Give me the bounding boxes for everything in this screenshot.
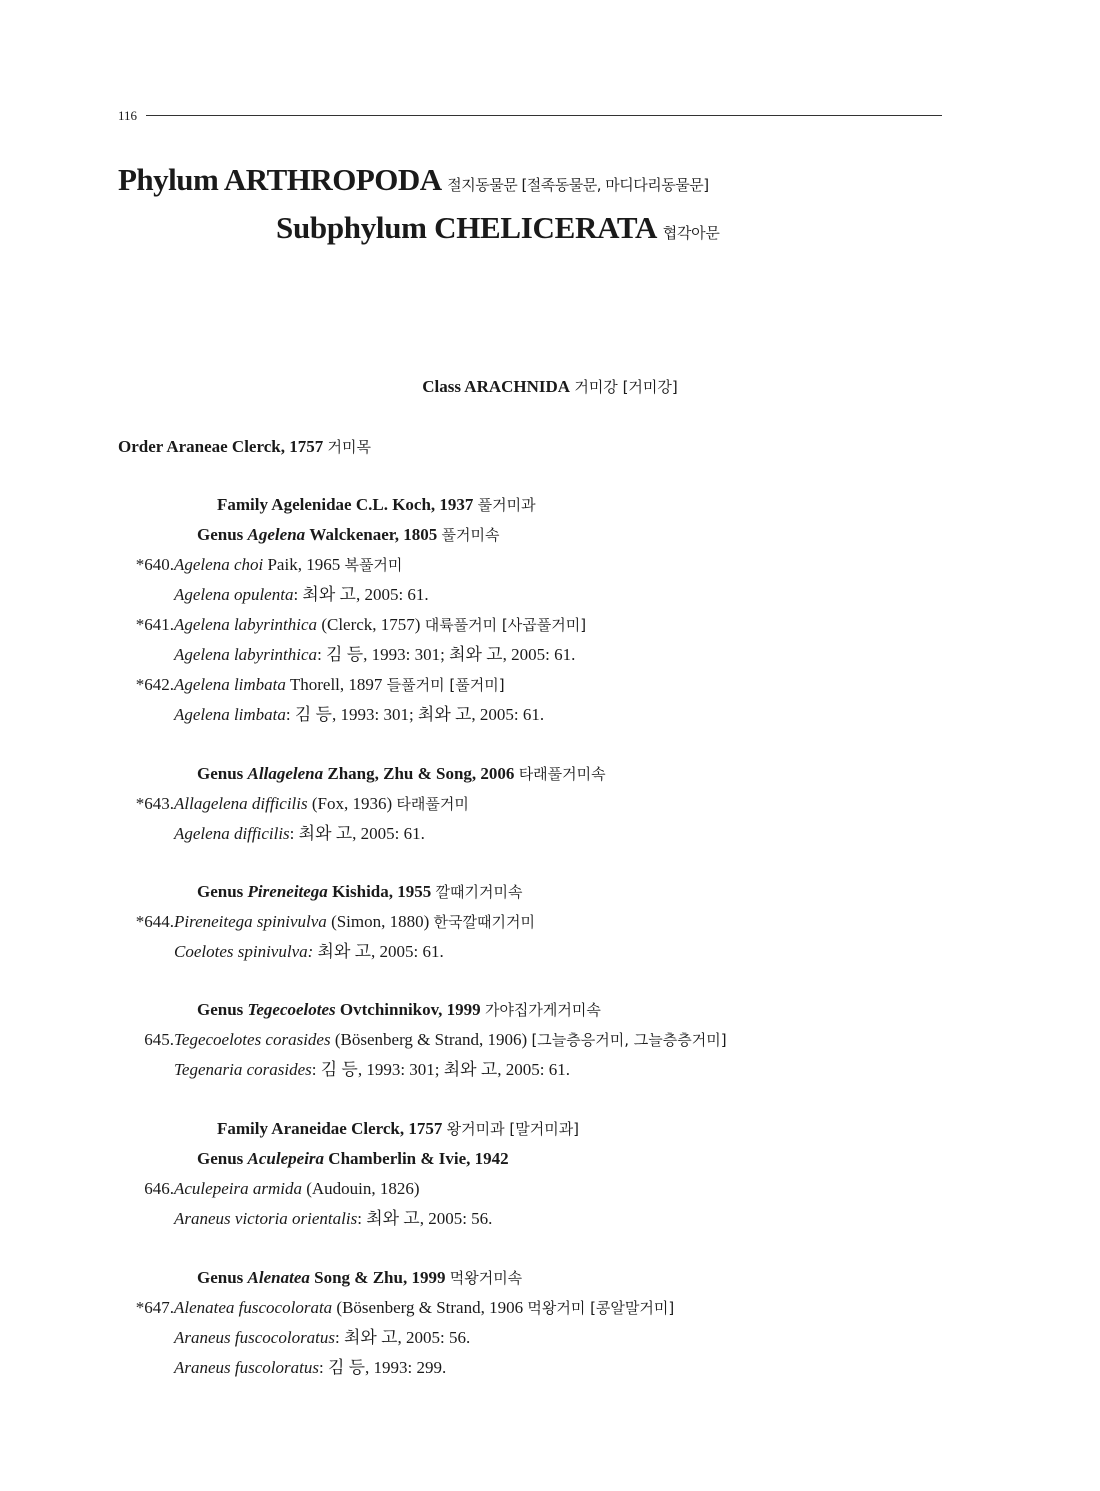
genus-label: Genus bbox=[197, 1000, 244, 1019]
species-entry bbox=[118, 1295, 674, 1321]
synonym-line bbox=[174, 702, 544, 728]
genus-label: Genus bbox=[197, 1268, 244, 1287]
species-entry bbox=[118, 672, 505, 698]
synonym-name: Agelena opulenta bbox=[174, 585, 294, 604]
species-korean: 타래풀거미 bbox=[396, 795, 469, 813]
genus-name: Pireneitega bbox=[247, 882, 328, 901]
species-korean: 먹왕거미 [콩알말거미] bbox=[527, 1299, 675, 1317]
genus-authority: Kishida, 1955 bbox=[332, 882, 432, 901]
synonym-line bbox=[174, 1057, 570, 1083]
synonym-line bbox=[174, 642, 575, 668]
synonym-name: Agelena difficilis bbox=[174, 824, 290, 843]
synonym-reference: : 김 등, 1993: 301; 최와 고, 2005: 61. bbox=[311, 1060, 571, 1079]
species-authority: (Simon, 1880) bbox=[331, 912, 430, 931]
species-number: *641. bbox=[135, 615, 174, 634]
species-authority: (Fox, 1936) bbox=[311, 794, 393, 813]
species-scientific-name: Agelena labyrinthica bbox=[174, 615, 318, 634]
genus-authority: Song & Zhu, 1999 bbox=[314, 1268, 446, 1287]
species-scientific-name: Agelena choi bbox=[174, 555, 264, 574]
species-entry bbox=[118, 791, 469, 817]
species-korean: 복풀거미 bbox=[344, 556, 403, 574]
genus-label: Genus bbox=[197, 882, 244, 901]
synonym-line bbox=[174, 582, 429, 608]
genus-korean: 타래풀거미속 bbox=[518, 765, 606, 783]
species-number: 646. bbox=[144, 1179, 174, 1198]
synonym-reference: : 김 등, 1993: 299. bbox=[318, 1358, 447, 1377]
synonym-reference: : 최와 고, 2005: 56. bbox=[335, 1328, 471, 1347]
genus-authority: Zhang, Zhu & Song, 2006 bbox=[327, 764, 515, 783]
genus-label: Genus bbox=[197, 1149, 244, 1168]
phylum-korean: 절지동물문 [절족동물문, 마디다리동물문] bbox=[447, 176, 709, 194]
species-entry bbox=[118, 909, 535, 935]
species-number: *642. bbox=[135, 675, 174, 694]
species-authority: (Bösenberg & Strand, 1906 bbox=[336, 1298, 524, 1317]
species-scientific-name: Pireneitega spinivulva bbox=[174, 912, 327, 931]
species-number: 645. bbox=[144, 1030, 174, 1049]
synonym-line bbox=[174, 821, 425, 847]
family-name: Family Agelenidae C.L. Koch, 1937 bbox=[217, 495, 474, 514]
page-header bbox=[118, 106, 942, 126]
synonym-line bbox=[174, 939, 444, 965]
phylum-title bbox=[118, 158, 1018, 207]
species-authority: Paik, 1965 bbox=[267, 555, 341, 574]
species-scientific-name: Allagelena difficilis bbox=[174, 794, 308, 813]
synonym-line bbox=[174, 1355, 446, 1381]
order-latin: Order Araneae Clerck, 1757 bbox=[118, 437, 324, 456]
header-rule bbox=[146, 115, 942, 116]
synonym-reference: : 최와 고, 2005: 61. bbox=[289, 824, 425, 843]
species-entry bbox=[118, 1176, 420, 1202]
synonym-name: Araneus fuscoloratus bbox=[174, 1358, 319, 1377]
genus-heading bbox=[197, 1265, 522, 1291]
genus-korean: 풀거미속 bbox=[441, 526, 500, 544]
class-latin: Class ARACHNIDA bbox=[422, 377, 571, 396]
genus-heading bbox=[197, 879, 522, 905]
genus-label: Genus bbox=[197, 764, 244, 783]
species-korean: 들풀거미 [풀거미] bbox=[386, 676, 505, 694]
species-authority: Thorell, 1897 bbox=[289, 675, 383, 694]
genus-label: Genus bbox=[197, 525, 244, 544]
subphylum-latin: Subphylum CHELICERATA bbox=[276, 210, 656, 245]
species-authority: (Clerck, 1757) bbox=[321, 615, 421, 634]
synonym-name: Araneus fuscocoloratus bbox=[174, 1328, 336, 1347]
species-korean: 대륙풀거미 [사곱풀거미] bbox=[424, 616, 587, 634]
order-heading bbox=[118, 434, 371, 460]
genus-authority: Walckenaer, 1805 bbox=[309, 525, 438, 544]
synonym-line bbox=[174, 1206, 492, 1232]
genus-name: Agelena bbox=[247, 525, 306, 544]
synonym-name: Coelotes spinivulva: bbox=[174, 942, 314, 961]
family-heading bbox=[217, 1116, 579, 1142]
genus-authority: Chamberlin & Ivie, 1942 bbox=[328, 1149, 509, 1168]
genus-name: Tegecoelotes bbox=[247, 1000, 336, 1019]
genus-authority: Ovtchinnikov, 1999 bbox=[339, 1000, 481, 1019]
species-entry bbox=[118, 612, 586, 638]
order-korean: 거미목 bbox=[327, 438, 371, 456]
class-heading bbox=[0, 374, 1100, 400]
genus-heading bbox=[197, 1146, 509, 1172]
genus-heading bbox=[197, 761, 606, 787]
species-korean: 한국깔때기거미 bbox=[433, 913, 535, 931]
synonym-reference: : 김 등, 1993: 301; 최와 고, 2005: 61. bbox=[285, 705, 545, 724]
synonym-reference: : 김 등, 1993: 301; 최와 고, 2005: 61. bbox=[317, 645, 576, 664]
species-korean: [그늘층응거미, 그늘층층거미] bbox=[531, 1031, 727, 1049]
synonym-reference: : 최와 고, 2005: 61. bbox=[293, 585, 429, 604]
synonym-name: Agelena labyrinthica bbox=[174, 645, 318, 664]
family-heading bbox=[217, 492, 536, 518]
genus-korean: 깔때기거미속 bbox=[435, 883, 523, 901]
phylum-latin: Phylum ARTHROPODA bbox=[118, 162, 440, 197]
class-korean: 거미강 [거미강] bbox=[574, 378, 678, 396]
subphylum-title bbox=[276, 206, 976, 255]
species-scientific-name: Tegecoelotes corasides bbox=[174, 1030, 331, 1049]
synonym-reference: : 최와 고, 2005: 56. bbox=[357, 1209, 493, 1228]
synonym-line bbox=[174, 1325, 470, 1351]
species-scientific-name: Agelena limbata bbox=[174, 675, 286, 694]
species-authority: (Audouin, 1826) bbox=[306, 1179, 420, 1198]
species-number: *643. bbox=[135, 794, 174, 813]
family-korean: 왕거미과 [말거미과] bbox=[446, 1120, 580, 1138]
species-scientific-name: Alenatea fuscocolorata bbox=[174, 1298, 333, 1317]
species-scientific-name: Aculepeira armida bbox=[174, 1179, 302, 1198]
genus-name: Alenatea bbox=[247, 1268, 310, 1287]
genus-korean: 먹왕거미속 bbox=[449, 1269, 523, 1287]
species-number: *644. bbox=[135, 912, 174, 931]
species-number: *640. bbox=[135, 555, 174, 574]
family-name: Family Araneidae Clerck, 1757 bbox=[217, 1119, 443, 1138]
synonym-name: Araneus victoria orientalis bbox=[174, 1209, 358, 1228]
species-authority: (Bösenberg & Strand, 1906) bbox=[334, 1030, 528, 1049]
page-number: 116 bbox=[118, 108, 138, 123]
synonym-reference: 최와 고, 2005: 61. bbox=[313, 942, 444, 961]
genus-heading bbox=[197, 522, 499, 548]
genus-name: Aculepeira bbox=[247, 1149, 325, 1168]
family-korean: 풀거미과 bbox=[477, 496, 536, 514]
synonym-name: Agelena limbata bbox=[174, 705, 286, 724]
synonym-name: Tegenaria corasides bbox=[174, 1060, 312, 1079]
species-number: *647. bbox=[135, 1298, 174, 1317]
subphylum-korean: 협각아문 bbox=[662, 224, 720, 242]
species-entry bbox=[118, 552, 402, 578]
genus-korean: 가야집가게거미속 bbox=[484, 1001, 601, 1019]
genus-heading bbox=[197, 997, 601, 1023]
species-entry bbox=[118, 1027, 727, 1053]
genus-name: Allagelena bbox=[247, 764, 324, 783]
